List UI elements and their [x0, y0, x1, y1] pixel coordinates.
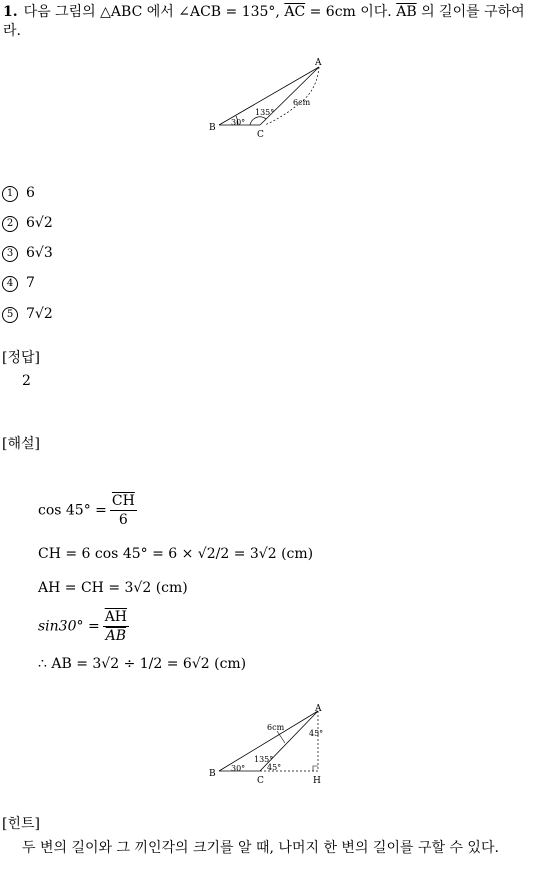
choice-mark-2: 2: [2, 216, 18, 232]
choice-5[interactable]: [2, 304, 53, 324]
label-angle-b: 30°: [231, 118, 246, 127]
choice-value-5: 7√2: [26, 306, 53, 322]
question-text-2: = 6cm 이다.: [305, 4, 397, 20]
solution-line-5: ∴ AB = 3√2 ÷ 1/2 = 6√2 (cm): [38, 656, 247, 672]
solution-line-4: [38, 608, 132, 645]
fig2-label-a: A: [315, 704, 322, 714]
solution-line-2: CH = 6 cos 45° = 6 × √2/2 = 3√2 (cm): [38, 546, 314, 562]
choice-value-3: 6√3: [26, 245, 53, 261]
label-angle-c: 135°: [255, 108, 275, 117]
solution-line-1-lhs: cos 45° =: [38, 502, 107, 519]
choice-mark-3: 3: [2, 246, 18, 262]
fig2-label-b: B: [209, 769, 216, 779]
choice-mark-4: 4: [2, 276, 18, 292]
fraction-ch-6: $\frac{\overline{CH}}{6}$: [111, 493, 135, 528]
question-text-1: 다음 그림의 △ABC 에서 ∠ACB = 135°,: [23, 4, 285, 20]
fraction-ah-ab: $\frac{\overline{AH}}{AB}$: [104, 609, 128, 644]
label-side: 6cm: [293, 98, 311, 107]
fig2-label-side: 6cm: [267, 723, 285, 732]
choice-3[interactable]: [2, 243, 53, 263]
choice-value-2: 6√2: [26, 215, 53, 231]
fig2-label-h: H: [313, 776, 321, 786]
solution-line-4-lhs: sin30° =: [38, 618, 100, 635]
label-a: A: [315, 58, 322, 68]
triangle-figure: [205, 55, 330, 140]
fig2-label-45: 45°: [267, 763, 282, 772]
hint-label: [힌트]: [2, 816, 40, 832]
choice-value-4: 7: [26, 275, 35, 291]
fig2-label-135: 135°: [254, 755, 274, 764]
solution-line-1: [38, 492, 140, 529]
segment-ac: $\overline{AC}$: [284, 4, 306, 20]
label-c: C: [257, 130, 264, 140]
choice-4[interactable]: [2, 273, 35, 293]
choice-1[interactable]: [2, 183, 35, 203]
fig2-label-45b: 45°: [309, 729, 324, 738]
choice-mark-1: 1: [2, 186, 18, 202]
triangle-figure-2: [205, 703, 330, 788]
question-number: 1.: [3, 4, 18, 20]
solution-label: [해설]: [2, 436, 40, 452]
fig2-label-30: 30°: [231, 764, 246, 773]
label-b: B: [209, 123, 216, 133]
choice-mark-5: 5: [2, 307, 18, 323]
question: [3, 3, 531, 41]
fig2-label-c: C: [257, 776, 264, 786]
choice-value-1: 6: [26, 185, 35, 201]
segment-ab: $\overline{AB}$: [396, 4, 417, 20]
answer-value: 2: [22, 373, 31, 389]
choice-2[interactable]: [2, 213, 53, 233]
solution-line-3: AH = CH = 3√2 (cm): [38, 580, 188, 596]
hint-text: 두 변의 길이와 그 끼인각의 크기를 알 때, 나머지 한 변의 길이를 구할 수 있다.: [22, 840, 499, 856]
question-text-3: 의 길이를 구하여라.: [3, 4, 525, 39]
answer-label: [정답]: [2, 350, 40, 366]
